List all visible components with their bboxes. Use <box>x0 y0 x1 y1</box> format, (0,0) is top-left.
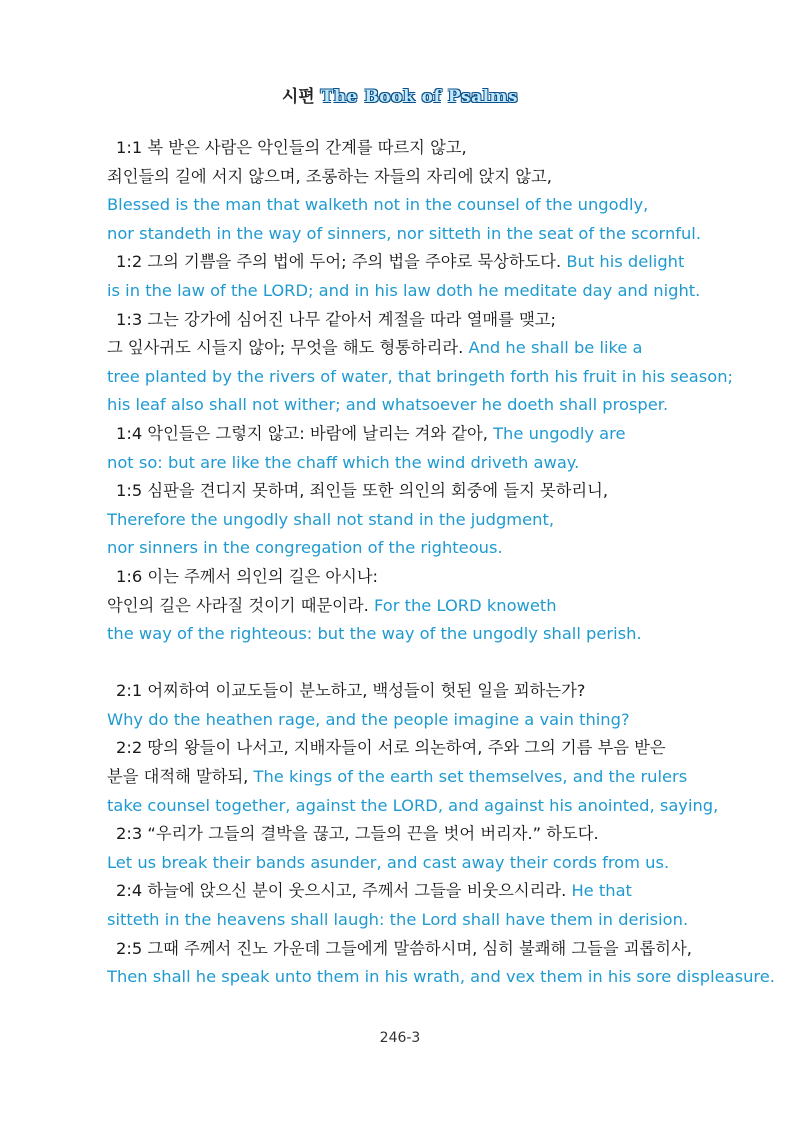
english-text: nor sinners in the congregation of the righteous. <box>107 538 503 558</box>
korean-text: 1:1 복 받은 사람은 악인들의 간계를 따르지 않고, <box>116 138 467 157</box>
korean-text: 2:1 어찌하여 이교도들이 분노하고, 백성들이 헛된 일을 꾀하는가? <box>116 681 586 701</box>
text-line <box>107 449 692 478</box>
text-line <box>107 849 692 878</box>
text-line <box>107 706 692 735</box>
english-text: Therefore the ungodly shall not stand in the judgment, <box>107 509 555 529</box>
text-line <box>107 306 692 335</box>
title-korean: 시편 <box>281 87 315 107</box>
korean-text: 2:4 하늘에 앉으신 분이 웃으시고, 주께서 그들을 비웃으시리라. <box>116 881 567 901</box>
text-line <box>107 763 692 792</box>
english-text: The kings of the earth set themselves, and the rulers <box>253 767 688 787</box>
english-text: is in the law of the LORD; and in his law doth he meditate day and night. <box>107 280 701 300</box>
korean-text: 1:5 심판을 견디지 못하며, 죄인들 또한 의인의 회중에 들지 못하리니, <box>116 481 609 501</box>
text-line <box>107 334 692 363</box>
page-title <box>0 82 800 107</box>
korean-text: 2:3 “우리가 그들의 결박을 끊고, 그들의 끈을 벗어 버리자.” 하도다. <box>116 824 599 844</box>
english-text: The ungodly are <box>493 423 626 443</box>
english-text: his leaf also shall not wither; and whatsoever he doeth shall prosper. <box>107 395 669 415</box>
text-line <box>107 620 692 649</box>
text-line <box>107 163 692 192</box>
korean-text: 죄인들의 길에 서지 않으며, 조롱하는 자들의 자리에 앉지 않고, <box>107 166 552 186</box>
text-line <box>107 363 734 392</box>
korean-text: 1:2 그의 기쁨을 주의 법에 두어; 주의 법을 주야로 묵상하도다. <box>116 252 562 272</box>
korean-text: 1:4 악인들은 그렇지 않고: 바람에 날리는 겨와 같아, <box>116 423 488 443</box>
text-line <box>107 906 692 935</box>
korean-text: 2:5 그때 주께서 진노 가운데 그들에게 말씀하시며, 심히 불쾌해 그들을 괴롭히사, <box>116 938 692 958</box>
text-line <box>107 935 692 964</box>
text-line <box>107 191 692 220</box>
text-line <box>107 792 719 821</box>
korean-text: 그 잎사귀도 시들지 않아; 무엇을 해도 형통하리라. <box>107 338 464 358</box>
english-text: Let us break their bands asunder, and cast away their cords from us. <box>107 852 670 872</box>
english-text: nor standeth in the way of sinners, nor sitteth in the seat of the scornful. <box>107 223 702 243</box>
english-text: But his delight <box>566 252 685 272</box>
english-text: Blessed is the man that walketh not in the counsel of the ungodly, <box>107 195 649 215</box>
text-line <box>107 220 702 249</box>
english-text: take counsel together, against the LORD, and against his anointed, saying, <box>107 795 719 815</box>
text-line <box>107 477 692 506</box>
text-line <box>107 734 692 763</box>
english-text: He that <box>571 881 632 901</box>
text-line <box>107 820 692 849</box>
english-text: And he shall be like a <box>468 338 643 358</box>
text-line <box>107 277 701 306</box>
english-text: the way of the righteous: but the way of the ungodly shall perish. <box>107 624 642 644</box>
text-line <box>107 592 692 621</box>
title-english: The Book of Psalms <box>320 87 519 107</box>
blank-line <box>107 649 692 678</box>
scripture-text <box>107 134 775 992</box>
english-text: Why do the heathen rage, and the people imagine a vain thing? <box>107 709 630 729</box>
text-line <box>107 134 692 163</box>
text-line <box>107 506 692 535</box>
text-line <box>107 877 692 906</box>
korean-text: 분을 대적해 말하되, <box>107 767 249 787</box>
korean-text: 1:6 이는 주께서 의인의 길은 아시나: <box>116 566 379 586</box>
korean-text: 악인의 길은 사라질 것이기 때문이라. <box>107 595 369 615</box>
text-line <box>107 963 775 992</box>
korean-text: 2:2 땅의 왕들이 나서고, 지배자들이 서로 의논하여, 주와 그의 기름 부음 받은 <box>116 738 666 758</box>
english-text: For the LORD knoweth <box>373 595 557 615</box>
text-line <box>107 563 692 592</box>
text-line <box>107 420 692 449</box>
text-line <box>107 677 692 706</box>
english-text: sitteth in the heavens shall laugh: the Lord shall have them in derision. <box>107 910 689 930</box>
english-text: not so: but are like the chaff which the wind driveth away. <box>107 452 580 472</box>
text-line <box>107 391 692 420</box>
text-line <box>107 248 692 277</box>
english-text: tree planted by the rivers of water, that bringeth forth his fruit in his season; <box>107 366 734 386</box>
text-line <box>107 534 692 563</box>
page-number: 246-3 <box>379 1030 421 1046</box>
korean-text: 1:3 그는 강가에 심어진 나무 같아서 계절을 따라 열매를 맺고; <box>116 309 557 329</box>
english-text: Then shall he speak unto them in his wrath, and vex them in his sore displeasure. <box>107 967 775 987</box>
